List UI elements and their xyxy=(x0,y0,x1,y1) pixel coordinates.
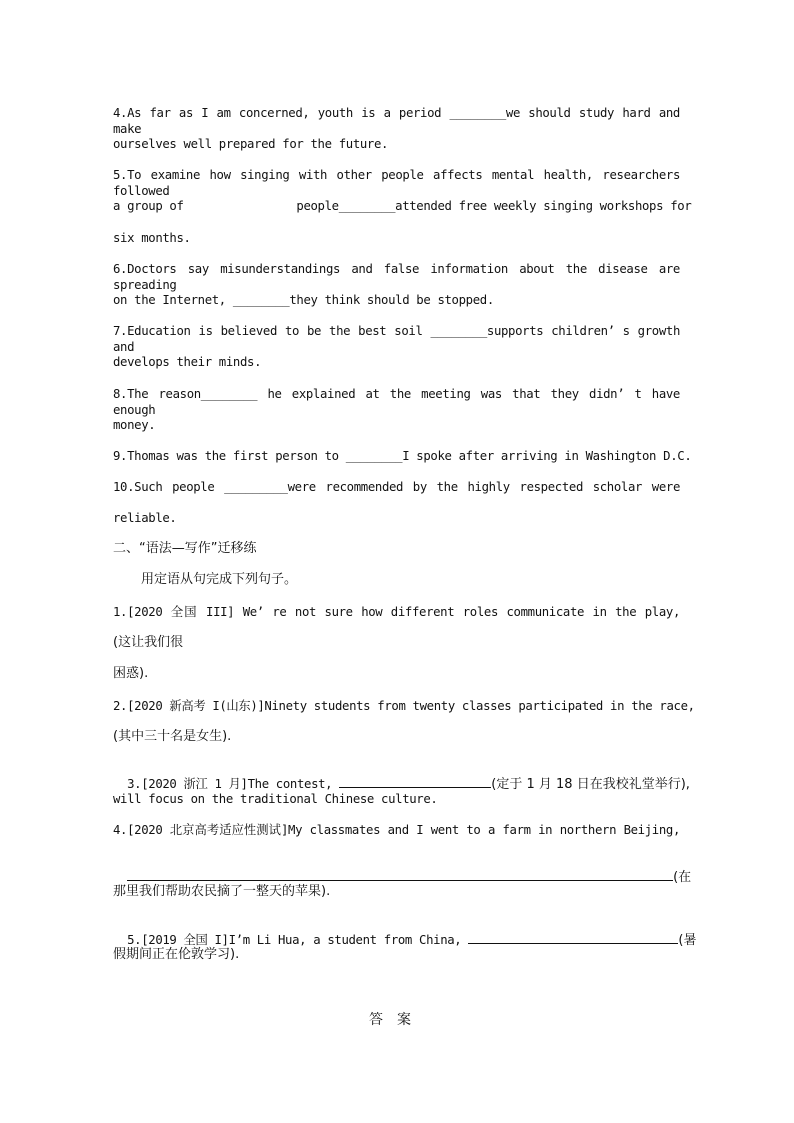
question-1-hint: 困惑). xyxy=(113,666,149,681)
question-5 xyxy=(113,916,697,949)
question-4-hint: 那里我们帮助农民摘了一整天的苹果). xyxy=(113,884,331,899)
question-2-hint: (其中三十名是女生). xyxy=(113,729,232,744)
question-2: 2.[2020 新高考 I(山东)]Ninety students from twenty classes participated in the race, xyxy=(113,699,695,713)
question-3-text: 3.[2020 浙江 1 月]The contest, xyxy=(127,777,340,791)
question-3-cont: will focus on the traditional Chinese culture. xyxy=(113,792,438,806)
exercise-line: money. xyxy=(113,418,156,432)
answer-blank xyxy=(468,932,678,944)
exercise-line: on the Internet, ________they think should be stopped. xyxy=(113,293,494,307)
question-3 xyxy=(113,760,690,793)
exercise-line: a group of people________attended free weekly singing workshops for xyxy=(113,199,692,213)
question-5-hint: (暑 xyxy=(678,933,697,948)
question-1: 1.[2020 全国 III] We’ re not sure how different roles communicate in the play, xyxy=(113,605,680,619)
exercise-line: 8.The reason________ he explained at the meeting was that they didn’ t have enough xyxy=(113,387,680,417)
exercise-line: 7.Education is believed to be the best soil ________supports children’ s growth and xyxy=(113,324,680,354)
question-1-hint: (这让我们很 xyxy=(113,635,184,650)
question-4-blank-line xyxy=(113,853,692,886)
exercise-line: develops their minds. xyxy=(113,355,262,369)
exercise-line: six months. xyxy=(113,231,191,245)
question-5-text: 5.[2019 全国 I]I’m Li Hua, a student from China, xyxy=(127,933,469,947)
exercise-line: 6.Doctors say misunderstandings and false information about the disease are spreading xyxy=(113,262,680,292)
answer-blank xyxy=(339,776,491,788)
question-5-hint: 假期间正在伦敦学习). xyxy=(113,947,240,962)
question-4-hint: (在 xyxy=(673,870,692,885)
exercise-line: ourselves well prepared for the future. xyxy=(113,137,389,151)
question-4: 4.[2020 北京高考适应性测试]My classmates and I went to a farm in northern Beijing, xyxy=(113,823,680,837)
answer-blank xyxy=(127,869,673,881)
section-instruction: 用定语从句完成下列句子。 xyxy=(141,572,298,587)
answer-title: 答案 xyxy=(369,1012,425,1028)
exercise-line: 4.As far as I am concerned, youth is a period ________we should study hard and make xyxy=(113,106,680,136)
exercise-line: 5.To examine how singing with other people affects mental health, researchers followed xyxy=(113,168,680,198)
exercise-line: 9.Thomas was the first person to ________I spoke after arriving in Washington D.C. xyxy=(113,449,692,463)
exercise-line: reliable. xyxy=(113,511,177,525)
section-heading: 二、“语法—写作”迁移练 xyxy=(113,541,257,556)
question-3-hint: (定于 1 月 18 日在我校礼堂举行), xyxy=(491,777,690,792)
exercise-line: 10.Such people _________were recommended by the highly respected scholar were xyxy=(113,480,680,494)
